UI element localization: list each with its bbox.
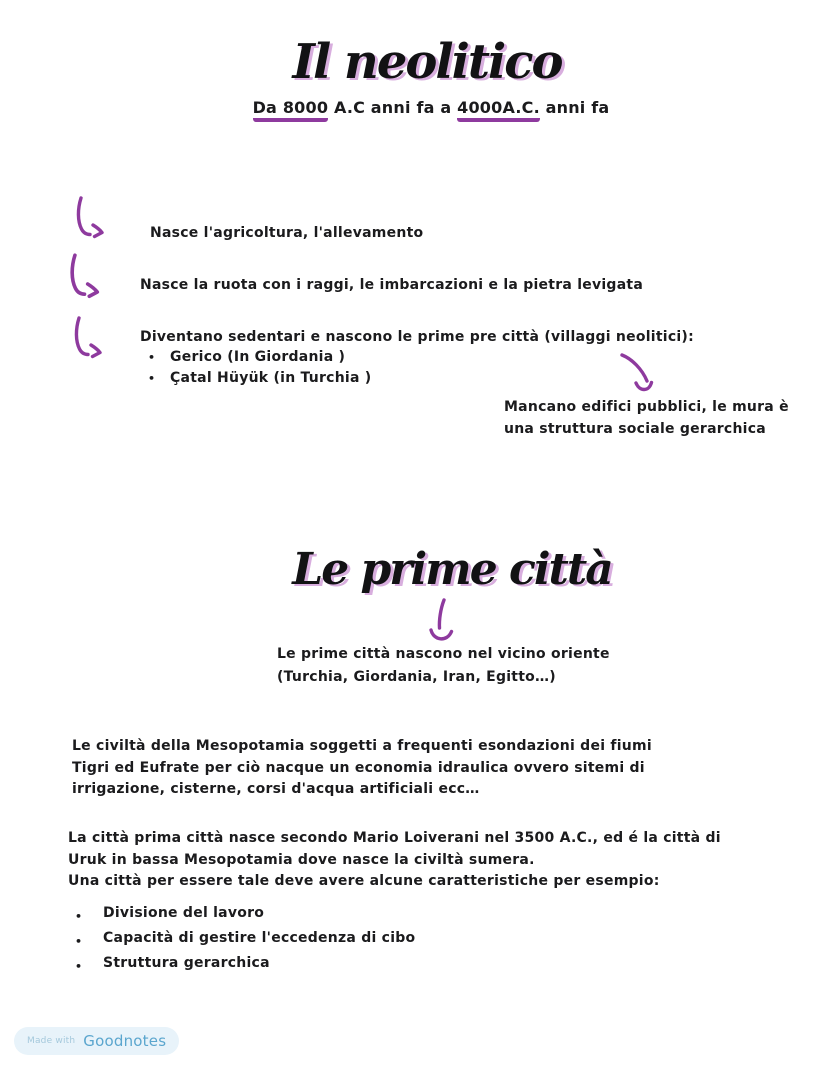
village-list	[146, 347, 371, 388]
bullet-text: Nasce l'agricoltura, l'allevamento	[150, 225, 424, 241]
subtitle-start-date: Da 8000	[253, 100, 329, 122]
note-line: (Turchia, Giordania, Iran, Egitto…)	[277, 669, 556, 685]
note-line: Le prime città nascono nel vicino oriente	[277, 646, 610, 662]
paragraph-mesopotamia	[72, 736, 652, 801]
paragraph-line: Uruk in bassa Mesopotamia dove nasce la civiltà sumera.	[68, 851, 535, 868]
branch-arrow-icon	[66, 314, 110, 360]
made-with-label: Made with	[27, 1036, 76, 1046]
list-item: • Capacità di gestire l'eccedenza di cibo	[68, 926, 721, 951]
paragraph-first-city	[68, 828, 721, 976]
bullet-text: Nasce la ruota con i raggi, le imbarcazioni e la pietra levigata	[140, 277, 644, 293]
subtitle-end-date: 4000A.C.	[457, 100, 540, 122]
page-subtitle	[0, 98, 828, 122]
paragraph-line: Una città per essere tale deve avere alcune caratteristiche per esempio:	[68, 873, 660, 889]
subtitle-tail-text: anni fa	[539, 98, 610, 117]
branch-arrow-icon	[68, 194, 112, 240]
city-characteristics-list	[68, 901, 721, 976]
list-item: • Gerico (In Giordania )	[146, 347, 371, 368]
list-item: • Divisione del lavoro	[68, 901, 721, 926]
list-item: • Struttura gerarchica	[68, 951, 721, 976]
annotation-line: Mancano edifici pubblici, le mura è	[504, 399, 789, 415]
subtitle-mid-text: A.C anni fa a	[328, 98, 458, 117]
page-title: Il neolitico	[292, 34, 562, 90]
paragraph-line: Tigri ed Eufrate per ciò nacque un economia idraulica ovvero sitemi di	[72, 759, 645, 776]
branch-arrow-icon	[61, 251, 108, 300]
side-annotation	[504, 397, 789, 440]
goodnotes-logo: Goodnotes	[83, 1032, 167, 1050]
section-note	[277, 643, 610, 689]
paragraph-line: Le civiltà della Mesopotamia soggetti a frequenti esondazioni dei fiumi	[72, 738, 652, 754]
paragraph-line: La città prima città nasce secondo Mario Loiverani nel 3500 A.C., ed é la città di	[68, 830, 721, 846]
section-title: Le prime città	[292, 544, 612, 595]
paragraph-line: irrigazione, cisterne, corsi d'acqua artificiali ecc…	[72, 781, 480, 797]
bullet-text: Diventano sedentari e nascono le prime pre città (villaggi neolitici):	[140, 329, 694, 345]
curved-down-right-arrow-icon	[616, 350, 664, 398]
annotation-line: una struttura sociale gerarchica	[504, 420, 766, 437]
list-item: • Çatal Hüyük (in Turchia )	[146, 368, 371, 389]
goodnotes-badge[interactable]	[14, 1027, 179, 1055]
down-arrow-icon	[424, 596, 460, 646]
